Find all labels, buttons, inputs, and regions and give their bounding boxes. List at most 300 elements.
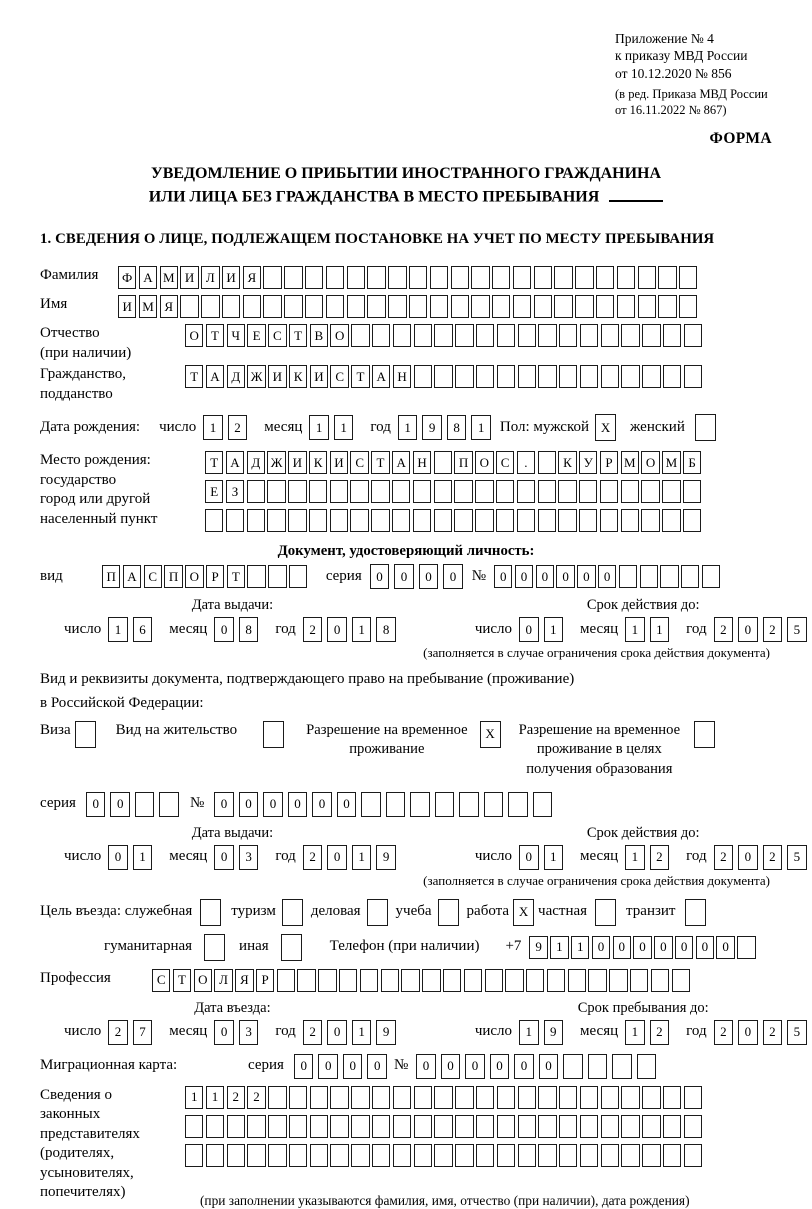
char-cell[interactable] bbox=[434, 451, 452, 474]
char-cell[interactable] bbox=[367, 266, 385, 289]
permit-until-year-cells[interactable] bbox=[714, 845, 812, 870]
char-cell[interactable]: 1 bbox=[352, 845, 372, 870]
doc-series-cells[interactable] bbox=[370, 564, 468, 589]
char-cell[interactable] bbox=[679, 266, 697, 289]
char-cell[interactable] bbox=[455, 324, 473, 347]
char-cell[interactable] bbox=[360, 969, 378, 992]
surname-cells[interactable] bbox=[118, 266, 700, 289]
char-cell[interactable] bbox=[580, 1115, 598, 1138]
char-cell[interactable] bbox=[538, 451, 556, 474]
char-cell[interactable] bbox=[580, 1144, 598, 1167]
char-cell[interactable]: 0 bbox=[556, 565, 574, 588]
char-cell[interactable]: 0 bbox=[490, 1054, 510, 1079]
char-cell[interactable]: 1 bbox=[133, 845, 153, 870]
char-cell[interactable] bbox=[326, 295, 344, 318]
char-cell[interactable] bbox=[263, 266, 281, 289]
char-cell[interactable] bbox=[309, 509, 327, 532]
char-cell[interactable]: 1 bbox=[544, 845, 564, 870]
char-cell[interactable] bbox=[559, 1115, 577, 1138]
char-cell[interactable] bbox=[663, 1144, 681, 1167]
char-cell[interactable]: 3 bbox=[239, 845, 259, 870]
char-cell[interactable]: О bbox=[330, 324, 348, 347]
char-cell[interactable] bbox=[476, 324, 494, 347]
char-cell[interactable] bbox=[371, 509, 389, 532]
char-cell[interactable] bbox=[434, 365, 452, 388]
char-cell[interactable]: 2 bbox=[303, 1020, 323, 1045]
char-cell[interactable] bbox=[621, 1086, 639, 1109]
char-cell[interactable] bbox=[684, 1115, 702, 1138]
mig-number-cells[interactable] bbox=[416, 1054, 661, 1079]
char-cell[interactable] bbox=[434, 1086, 452, 1109]
char-cell[interactable]: М bbox=[621, 451, 639, 474]
char-cell[interactable]: Р bbox=[256, 969, 274, 992]
doc-until-year-cells[interactable] bbox=[714, 617, 812, 642]
char-cell[interactable] bbox=[630, 969, 648, 992]
char-cell[interactable]: М bbox=[139, 295, 157, 318]
char-cell[interactable] bbox=[289, 1086, 307, 1109]
char-cell[interactable] bbox=[392, 480, 410, 503]
char-cell[interactable] bbox=[268, 1144, 286, 1167]
char-cell[interactable] bbox=[476, 1086, 494, 1109]
char-cell[interactable]: 0 bbox=[294, 1054, 314, 1079]
purpose-humanitarian-checkbox[interactable] bbox=[204, 934, 225, 961]
char-cell[interactable] bbox=[621, 480, 639, 503]
stay-month-cells[interactable] bbox=[625, 1020, 674, 1045]
char-cell[interactable]: 2 bbox=[228, 415, 248, 440]
char-cell[interactable] bbox=[579, 480, 597, 503]
char-cell[interactable]: Т bbox=[185, 365, 203, 388]
char-cell[interactable] bbox=[310, 1115, 328, 1138]
purpose-official-checkbox[interactable] bbox=[200, 899, 221, 926]
char-cell[interactable]: 2 bbox=[303, 845, 323, 870]
char-cell[interactable]: 0 bbox=[577, 565, 595, 588]
char-cell[interactable] bbox=[658, 266, 676, 289]
char-cell[interactable]: 9 bbox=[376, 1020, 396, 1045]
char-cell[interactable]: Р bbox=[206, 565, 224, 588]
char-cell[interactable] bbox=[492, 295, 510, 318]
char-cell[interactable] bbox=[226, 509, 244, 532]
char-cell[interactable] bbox=[475, 480, 493, 503]
char-cell[interactable]: 0 bbox=[367, 1054, 387, 1079]
birth-place-row2-cells[interactable] bbox=[205, 480, 704, 503]
char-cell[interactable] bbox=[413, 480, 431, 503]
char-cell[interactable] bbox=[694, 721, 715, 748]
char-cell[interactable] bbox=[388, 295, 406, 318]
char-cell[interactable]: 0 bbox=[519, 617, 539, 642]
char-cell[interactable] bbox=[558, 480, 576, 503]
char-cell[interactable] bbox=[284, 266, 302, 289]
char-cell[interactable]: 0 bbox=[370, 564, 390, 589]
char-cell[interactable] bbox=[662, 509, 680, 532]
char-cell[interactable] bbox=[476, 365, 494, 388]
char-cell[interactable] bbox=[414, 1115, 432, 1138]
char-cell[interactable]: 0 bbox=[110, 792, 130, 817]
char-cell[interactable] bbox=[305, 266, 323, 289]
permit-issue-day-cells[interactable] bbox=[108, 845, 157, 870]
char-cell[interactable] bbox=[372, 324, 390, 347]
char-cell[interactable]: 8 bbox=[447, 415, 467, 440]
char-cell[interactable]: И bbox=[330, 451, 348, 474]
char-cell[interactable] bbox=[330, 509, 348, 532]
char-cell[interactable] bbox=[459, 792, 479, 817]
char-cell[interactable] bbox=[538, 1144, 556, 1167]
char-cell[interactable]: 2 bbox=[714, 617, 734, 642]
phone-cells[interactable] bbox=[529, 936, 758, 959]
char-cell[interactable] bbox=[243, 295, 261, 318]
char-cell[interactable] bbox=[430, 266, 448, 289]
citizenship-cells[interactable] bbox=[185, 365, 705, 388]
char-cell[interactable] bbox=[409, 295, 427, 318]
char-cell[interactable] bbox=[580, 1086, 598, 1109]
purpose-work-checkbox[interactable] bbox=[513, 899, 534, 926]
char-cell[interactable] bbox=[580, 365, 598, 388]
char-cell[interactable]: 9 bbox=[544, 1020, 564, 1045]
char-cell[interactable] bbox=[538, 509, 556, 532]
char-cell[interactable] bbox=[414, 365, 432, 388]
reps-row1-cells[interactable] bbox=[185, 1086, 705, 1109]
char-cell[interactable] bbox=[526, 969, 544, 992]
char-cell[interactable] bbox=[508, 792, 528, 817]
char-cell[interactable] bbox=[609, 969, 627, 992]
char-cell[interactable] bbox=[330, 1086, 348, 1109]
char-cell[interactable]: Е bbox=[205, 480, 223, 503]
char-cell[interactable]: И bbox=[180, 266, 198, 289]
char-cell[interactable] bbox=[351, 324, 369, 347]
char-cell[interactable]: 0 bbox=[515, 565, 533, 588]
char-cell[interactable]: И bbox=[118, 295, 136, 318]
char-cell[interactable]: 6 bbox=[133, 617, 153, 642]
char-cell[interactable]: 2 bbox=[650, 845, 670, 870]
char-cell[interactable] bbox=[281, 934, 302, 961]
char-cell[interactable] bbox=[413, 509, 431, 532]
char-cell[interactable]: 8 bbox=[376, 617, 396, 642]
permit-issue-year-cells[interactable] bbox=[303, 845, 401, 870]
char-cell[interactable] bbox=[464, 969, 482, 992]
char-cell[interactable]: У bbox=[579, 451, 597, 474]
profession-cells[interactable] bbox=[152, 969, 692, 992]
char-cell[interactable] bbox=[471, 295, 489, 318]
char-cell[interactable]: 0 bbox=[716, 936, 734, 959]
char-cell[interactable] bbox=[267, 509, 285, 532]
char-cell[interactable] bbox=[393, 1115, 411, 1138]
char-cell[interactable] bbox=[284, 295, 302, 318]
char-cell[interactable]: 1 bbox=[550, 936, 568, 959]
char-cell[interactable] bbox=[350, 480, 368, 503]
char-cell[interactable] bbox=[497, 1086, 515, 1109]
char-cell[interactable] bbox=[662, 480, 680, 503]
char-cell[interactable] bbox=[588, 969, 606, 992]
char-cell[interactable]: 1 bbox=[571, 936, 589, 959]
char-cell[interactable] bbox=[330, 480, 348, 503]
char-cell[interactable] bbox=[612, 1054, 632, 1079]
char-cell[interactable] bbox=[392, 509, 410, 532]
char-cell[interactable] bbox=[702, 565, 720, 588]
char-cell[interactable] bbox=[642, 324, 660, 347]
char-cell[interactable] bbox=[617, 295, 635, 318]
char-cell[interactable] bbox=[554, 266, 572, 289]
char-cell[interactable] bbox=[471, 266, 489, 289]
char-cell[interactable]: 2 bbox=[763, 1020, 783, 1045]
char-cell[interactable]: 2 bbox=[714, 1020, 734, 1045]
char-cell[interactable]: 0 bbox=[519, 845, 539, 870]
char-cell[interactable]: 2 bbox=[108, 1020, 128, 1045]
char-cell[interactable]: Ч bbox=[227, 324, 245, 347]
char-cell[interactable]: 1 bbox=[471, 415, 491, 440]
char-cell[interactable]: 0 bbox=[416, 1054, 436, 1079]
char-cell[interactable]: К bbox=[309, 451, 327, 474]
char-cell[interactable] bbox=[401, 969, 419, 992]
char-cell[interactable] bbox=[451, 266, 469, 289]
doc-number-cells[interactable] bbox=[494, 565, 723, 588]
char-cell[interactable]: 2 bbox=[763, 845, 783, 870]
doc-until-month-cells[interactable] bbox=[625, 617, 674, 642]
char-cell[interactable] bbox=[672, 969, 690, 992]
char-cell[interactable]: 0 bbox=[327, 617, 347, 642]
char-cell[interactable] bbox=[206, 1115, 224, 1138]
char-cell[interactable] bbox=[326, 266, 344, 289]
char-cell[interactable]: 0 bbox=[443, 564, 463, 589]
char-cell[interactable] bbox=[476, 1144, 494, 1167]
char-cell[interactable]: 1 bbox=[108, 617, 128, 642]
char-cell[interactable] bbox=[455, 365, 473, 388]
char-cell[interactable]: Ж bbox=[267, 451, 285, 474]
char-cell[interactable]: А bbox=[206, 365, 224, 388]
char-cell[interactable] bbox=[663, 1115, 681, 1138]
char-cell[interactable] bbox=[518, 1144, 536, 1167]
char-cell[interactable] bbox=[388, 266, 406, 289]
char-cell[interactable] bbox=[601, 365, 619, 388]
char-cell[interactable] bbox=[393, 1086, 411, 1109]
char-cell[interactable]: А bbox=[123, 565, 141, 588]
char-cell[interactable] bbox=[484, 792, 504, 817]
char-cell[interactable]: 0 bbox=[675, 936, 693, 959]
reps-row3-cells[interactable] bbox=[185, 1144, 705, 1167]
char-cell[interactable] bbox=[297, 969, 315, 992]
char-cell[interactable] bbox=[438, 899, 459, 926]
char-cell[interactable]: 9 bbox=[376, 845, 396, 870]
char-cell[interactable] bbox=[159, 792, 179, 817]
char-cell[interactable] bbox=[547, 969, 565, 992]
char-cell[interactable] bbox=[518, 365, 536, 388]
char-cell[interactable]: 0 bbox=[343, 1054, 363, 1079]
temp-residence-checkbox[interactable] bbox=[480, 721, 501, 748]
char-cell[interactable]: 1 bbox=[544, 617, 564, 642]
char-cell[interactable] bbox=[339, 969, 357, 992]
char-cell[interactable] bbox=[497, 365, 515, 388]
char-cell[interactable]: 1 bbox=[309, 415, 329, 440]
char-cell[interactable]: Л bbox=[214, 969, 232, 992]
char-cell[interactable]: С bbox=[330, 365, 348, 388]
char-cell[interactable] bbox=[268, 565, 286, 588]
char-cell[interactable] bbox=[588, 1054, 608, 1079]
char-cell[interactable] bbox=[538, 480, 556, 503]
char-cell[interactable]: 0 bbox=[738, 1020, 758, 1045]
char-cell[interactable]: 0 bbox=[312, 792, 332, 817]
char-cell[interactable] bbox=[430, 295, 448, 318]
char-cell[interactable]: Я bbox=[243, 266, 261, 289]
char-cell[interactable] bbox=[180, 295, 198, 318]
char-cell[interactable] bbox=[227, 1144, 245, 1167]
char-cell[interactable] bbox=[497, 1144, 515, 1167]
char-cell[interactable] bbox=[517, 480, 535, 503]
char-cell[interactable] bbox=[554, 295, 572, 318]
char-cell[interactable] bbox=[558, 509, 576, 532]
char-cell[interactable] bbox=[309, 480, 327, 503]
char-cell[interactable]: 0 bbox=[327, 845, 347, 870]
char-cell[interactable] bbox=[621, 324, 639, 347]
char-cell[interactable]: В bbox=[310, 324, 328, 347]
permit-until-month-cells[interactable] bbox=[625, 845, 674, 870]
char-cell[interactable] bbox=[595, 899, 616, 926]
char-cell[interactable] bbox=[185, 1115, 203, 1138]
char-cell[interactable]: Н bbox=[413, 451, 431, 474]
char-cell[interactable]: С bbox=[496, 451, 514, 474]
char-cell[interactable] bbox=[277, 969, 295, 992]
char-cell[interactable] bbox=[663, 324, 681, 347]
char-cell[interactable] bbox=[538, 1115, 556, 1138]
char-cell[interactable]: 5 bbox=[787, 617, 807, 642]
char-cell[interactable]: 1 bbox=[519, 1020, 539, 1045]
char-cell[interactable] bbox=[658, 295, 676, 318]
purpose-tourism-checkbox[interactable] bbox=[282, 899, 303, 926]
char-cell[interactable]: О bbox=[194, 969, 212, 992]
char-cell[interactable] bbox=[443, 969, 461, 992]
char-cell[interactable]: П bbox=[454, 451, 472, 474]
birth-year-cells[interactable] bbox=[398, 415, 496, 440]
char-cell[interactable]: 0 bbox=[108, 845, 128, 870]
char-cell[interactable] bbox=[685, 899, 706, 926]
char-cell[interactable] bbox=[347, 266, 365, 289]
char-cell[interactable] bbox=[263, 295, 281, 318]
char-cell[interactable]: 0 bbox=[394, 564, 414, 589]
char-cell[interactable]: Ж bbox=[247, 365, 265, 388]
char-cell[interactable]: 0 bbox=[613, 936, 631, 959]
char-cell[interactable] bbox=[268, 1086, 286, 1109]
char-cell[interactable] bbox=[621, 1144, 639, 1167]
char-cell[interactable] bbox=[505, 969, 523, 992]
char-cell[interactable] bbox=[538, 324, 556, 347]
birth-place-row1-cells[interactable] bbox=[205, 451, 704, 474]
char-cell[interactable] bbox=[575, 266, 593, 289]
char-cell[interactable] bbox=[372, 1144, 390, 1167]
entry-day-cells[interactable] bbox=[108, 1020, 157, 1045]
char-cell[interactable]: П bbox=[102, 565, 120, 588]
char-cell[interactable] bbox=[434, 509, 452, 532]
char-cell[interactable] bbox=[434, 480, 452, 503]
char-cell[interactable]: 0 bbox=[214, 617, 234, 642]
char-cell[interactable] bbox=[497, 324, 515, 347]
doc-until-day-cells[interactable] bbox=[519, 617, 568, 642]
char-cell[interactable] bbox=[288, 509, 306, 532]
char-cell[interactable]: 0 bbox=[419, 564, 439, 589]
char-cell[interactable]: 1 bbox=[352, 1020, 372, 1045]
char-cell[interactable]: 0 bbox=[536, 565, 554, 588]
char-cell[interactable] bbox=[201, 295, 219, 318]
char-cell[interactable] bbox=[601, 324, 619, 347]
char-cell[interactable] bbox=[386, 792, 406, 817]
char-cell[interactable] bbox=[638, 295, 656, 318]
char-cell[interactable]: 1 bbox=[185, 1086, 203, 1109]
char-cell[interactable] bbox=[282, 899, 303, 926]
char-cell[interactable] bbox=[663, 1086, 681, 1109]
char-cell[interactable] bbox=[410, 792, 430, 817]
char-cell[interactable]: Н bbox=[393, 365, 411, 388]
char-cell[interactable]: 9 bbox=[422, 415, 442, 440]
char-cell[interactable] bbox=[580, 324, 598, 347]
char-cell[interactable]: С bbox=[350, 451, 368, 474]
char-cell[interactable] bbox=[518, 1115, 536, 1138]
char-cell[interactable] bbox=[497, 1115, 515, 1138]
char-cell[interactable]: А bbox=[372, 365, 390, 388]
char-cell[interactable]: И bbox=[310, 365, 328, 388]
char-cell[interactable]: 1 bbox=[650, 617, 670, 642]
visa-checkbox[interactable] bbox=[75, 721, 96, 748]
char-cell[interactable]: 0 bbox=[318, 1054, 338, 1079]
birth-day-cells[interactable] bbox=[203, 415, 252, 440]
char-cell[interactable]: 2 bbox=[763, 617, 783, 642]
permit-series-cells[interactable] bbox=[86, 792, 184, 817]
char-cell[interactable] bbox=[579, 509, 597, 532]
char-cell[interactable]: 1 bbox=[625, 617, 645, 642]
char-cell[interactable] bbox=[533, 792, 553, 817]
char-cell[interactable]: 0 bbox=[465, 1054, 485, 1079]
char-cell[interactable]: О bbox=[641, 451, 659, 474]
char-cell[interactable]: 2 bbox=[247, 1086, 265, 1109]
char-cell[interactable] bbox=[454, 480, 472, 503]
char-cell[interactable] bbox=[568, 969, 586, 992]
char-cell[interactable] bbox=[681, 565, 699, 588]
char-cell[interactable]: Т bbox=[173, 969, 191, 992]
char-cell[interactable]: С bbox=[268, 324, 286, 347]
temp-residence-education-checkbox[interactable] bbox=[694, 721, 715, 748]
char-cell[interactable]: С bbox=[152, 969, 170, 992]
char-cell[interactable]: 2 bbox=[303, 617, 323, 642]
char-cell[interactable] bbox=[600, 480, 618, 503]
char-cell[interactable]: Ф bbox=[118, 266, 136, 289]
char-cell[interactable]: Т bbox=[351, 365, 369, 388]
char-cell[interactable] bbox=[534, 295, 552, 318]
char-cell[interactable] bbox=[268, 1115, 286, 1138]
char-cell[interactable] bbox=[600, 509, 618, 532]
char-cell[interactable]: 8 bbox=[239, 617, 259, 642]
char-cell[interactable] bbox=[455, 1086, 473, 1109]
char-cell[interactable] bbox=[619, 565, 637, 588]
purpose-other-checkbox[interactable] bbox=[281, 934, 302, 961]
permit-until-day-cells[interactable] bbox=[519, 845, 568, 870]
char-cell[interactable] bbox=[485, 969, 503, 992]
char-cell[interactable] bbox=[513, 295, 531, 318]
char-cell[interactable] bbox=[642, 1144, 660, 1167]
entry-month-cells[interactable] bbox=[214, 1020, 263, 1045]
char-cell[interactable]: 2 bbox=[650, 1020, 670, 1045]
char-cell[interactable] bbox=[367, 899, 388, 926]
char-cell[interactable] bbox=[638, 266, 656, 289]
char-cell[interactable] bbox=[289, 1115, 307, 1138]
char-cell[interactable] bbox=[347, 295, 365, 318]
char-cell[interactable]: 5 bbox=[787, 845, 807, 870]
char-cell[interactable] bbox=[684, 365, 702, 388]
char-cell[interactable]: 3 bbox=[239, 1020, 259, 1045]
char-cell[interactable] bbox=[351, 1115, 369, 1138]
char-cell[interactable] bbox=[263, 721, 284, 748]
char-cell[interactable] bbox=[204, 934, 225, 961]
char-cell[interactable] bbox=[641, 509, 659, 532]
char-cell[interactable] bbox=[517, 509, 535, 532]
char-cell[interactable]: 1 bbox=[625, 845, 645, 870]
char-cell[interactable] bbox=[518, 324, 536, 347]
char-cell[interactable] bbox=[642, 365, 660, 388]
char-cell[interactable] bbox=[434, 324, 452, 347]
